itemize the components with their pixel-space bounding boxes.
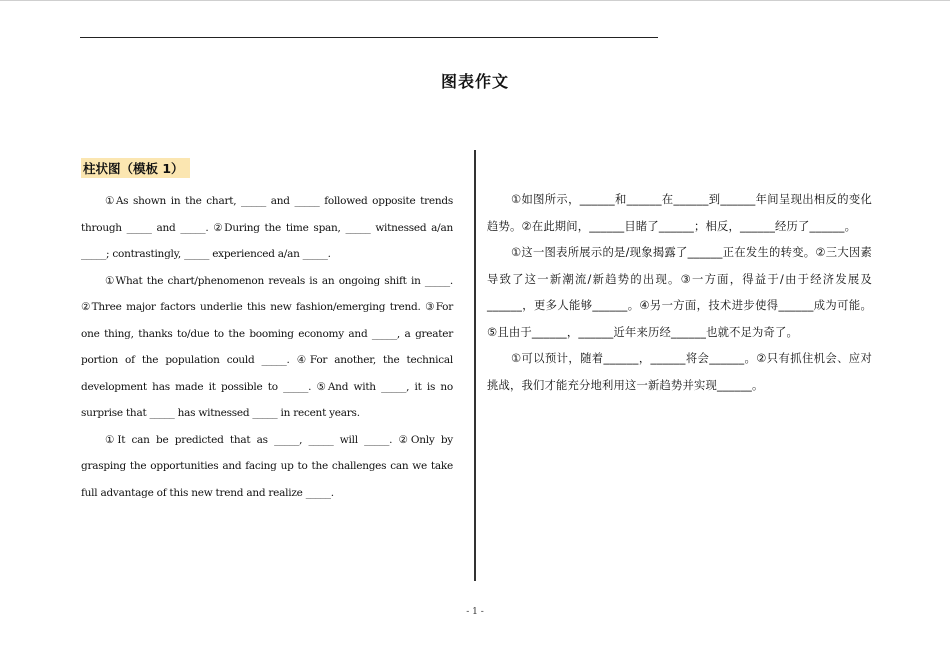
page-top-border xyxy=(0,0,950,1)
section-title: 柱状图（模板 1） xyxy=(81,158,190,178)
header-rule xyxy=(80,37,658,38)
left-column xyxy=(81,158,453,506)
column-divider xyxy=(474,150,476,581)
english-paragraph-2: ①What the chart/phenomenon reveals is an ongoing shift in _____. ②Three major factors underlie this new fashion/emerging trend. ③For one thing, thanks to/due to the booming economy and _____, a greater portion of the population could _____. ④For another, the technical development has made it possible to _____. ⑤And with _____, it is no surprise that _____ has witnessed _____ in recent years. xyxy=(81,274,453,419)
chinese-paragraph-1: ①如图所示，______和______在______到______年间呈现出相反的变化趋势。②在此期间，______目睹了______；相反，______经历了______。 xyxy=(487,193,872,233)
english-paragraph-1: ①As shown in the chart, _____ and _____ followed opposite trends through _____ and _____. ②During the time span, _____ witnessed a/an _____; contrastingly, _____ experienced a/an _____. xyxy=(81,195,453,260)
page-title: 图表作文 xyxy=(440,72,509,91)
page-number: - 1 - xyxy=(466,607,484,617)
right-column xyxy=(487,187,872,399)
english-paragraph-3: ①It can be predicted that as _____, _____ will _____. ②Only by grasping the opportunities and facing up to the challenges can we take full advantage of this new trend and realize _____. xyxy=(81,433,453,499)
chinese-paragraph-3: ①可以预计，随着______，______将会______。②只有抓住机会、应对挑战，我们才能充分地利用这一新趋势并实现______。 xyxy=(487,352,872,392)
chinese-paragraph-2: ①这一图表所展示的是/现象揭露了______正在发生的转变。②三大因素导致了这一新潮流/新趋势的出现。③一方面，得益于/由于经济发展及______，更多人能够______。④另一方面，技术进步使得______成为可能。⑤且由于______，______近年来历经______也就不足为奇了。 xyxy=(487,246,872,339)
